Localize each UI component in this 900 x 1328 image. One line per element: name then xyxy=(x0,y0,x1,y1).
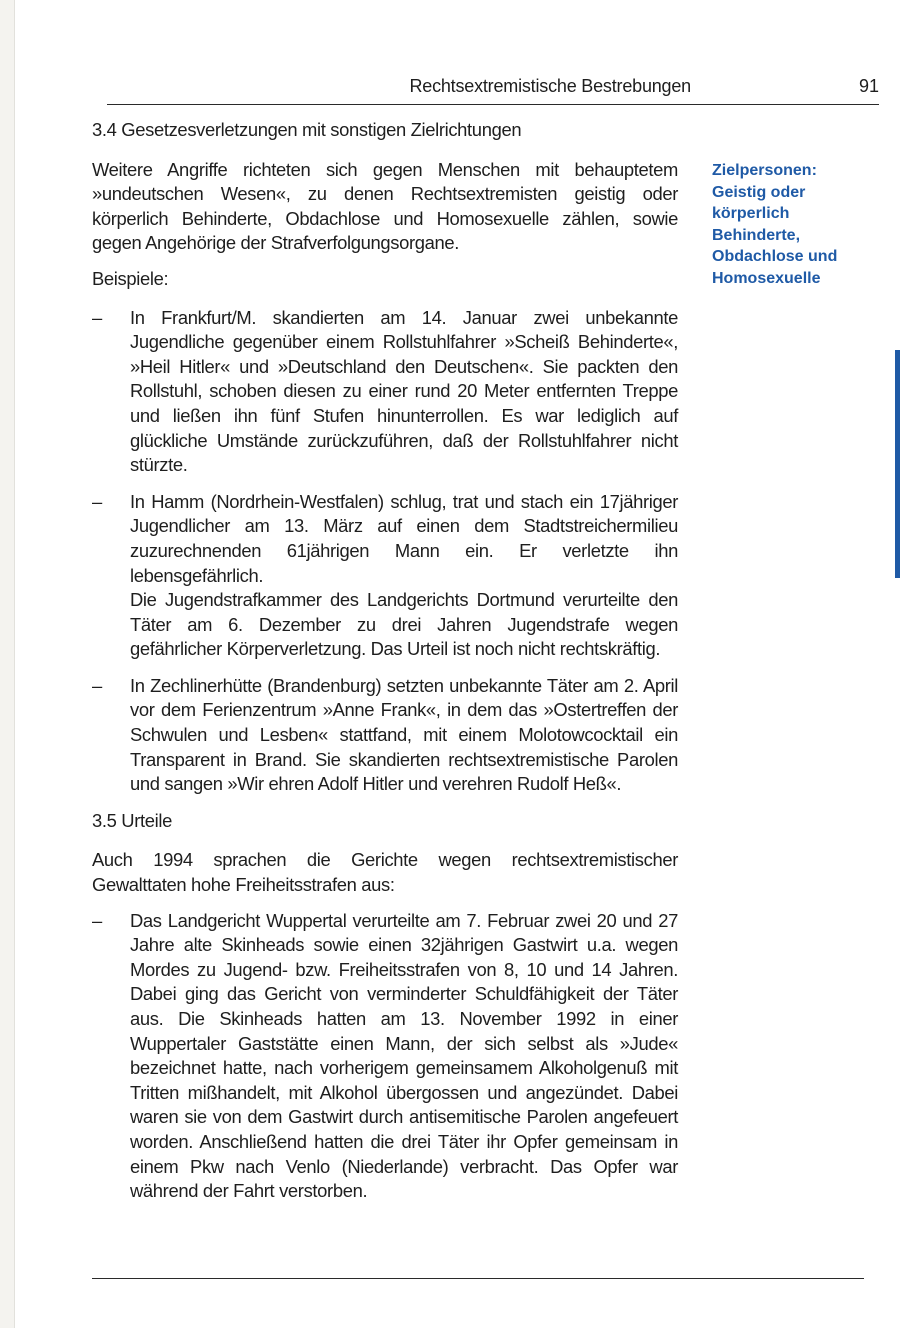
list-item-text: Das Landgericht Wuppertal verurteilte am 7. Februar zwei 20 und 27 Jahre alte Skinheads sowie einen 32jährigen Gastwirt u.a. wegen Mordes zu Jugend- bzw. Freiheitsstrafen von 8, 10 und 14 Jahren. Dabei ging das Gericht von verminderter Schuldfähigkeit der Täter aus. Die Skinheads hatten am 13. November 1992 in einer Wuppertaler Gaststätte einen Mann, der sich selbst als »Jude« bezeichnet hatte, nach vorherigem gemeinsamem Alkoholgenuß mit Tritten mißhandelt, mit Alkohol übergossen und angezündet. Dabei waren sie von dem Gastwirt durch antisemitische Parolen angefeuert worden. Anschließend hatten die drei Täter ihr Opfer gemeinsam in einem Pkw nach Venlo (Niederlande) verbracht. Das Opfer war während der Fahrt verstorben. xyxy=(130,909,678,1202)
list-item-text: In Zechlinerhütte (Brandenburg) setzten unbekannte Täter am 2. April vor dem Ferienzentrum »Anne Frank«, in dem das »Ostertreffen der Schwulen und Lesben« stattfand, mit einem Molotowcocktail ein Transparent in Brand. Sie skandierten rechtsextremistische Parolen und sangen »Wir ehren Adolf Hitler und verehren Rudolf Heß«. xyxy=(130,674,678,795)
examples-label: Beispiele: xyxy=(92,267,169,289)
list-item-continuation: Die Jugendstrafkammer des Landgerichts Dortmund verurteilte den Täter am 6. Dezember zu drei Jahren Jugendstrafe wegen gefährlicher Körperverletzung. Das Urteil ist noch nicht rechtskräftig. xyxy=(130,589,678,660)
margin-note: Zielpersonen: Geistig oder körperlich Behinderte, Obdachlose und Homosexuelle xyxy=(712,162,838,287)
margin-color-bar xyxy=(895,350,900,578)
list-item xyxy=(92,306,678,478)
list-item xyxy=(92,490,678,662)
footer-rule xyxy=(92,1278,864,1279)
list-dash: – xyxy=(92,306,102,328)
list-item xyxy=(92,674,678,797)
running-header xyxy=(107,74,879,105)
section-3-4-intro: Weitere Angriffe richteten sich gegen Menschen mit behauptetem »undeutschen Wesen«, zu denen Rechtsextremisten geistig oder körperlich Behinderte, Obdachlose und Homosexuelle zählen, sowie gegen Angehörige der Strafverfolgungsorgane. xyxy=(92,158,678,254)
running-header-title: Rechtsextremistische Bestrebungen xyxy=(409,76,691,96)
list-dash: – xyxy=(92,909,102,931)
list-dash: – xyxy=(92,490,102,512)
main-text-column xyxy=(92,118,678,1216)
list-item-text: In Hamm (Nordrhein-Westfalen) schlug, trat und stach ein 17jähriger Jugendlicher am 13. März auf einen dem Stadtstreichermilieu zuzurechnenden 61jährigen Mann ein. Er verletzte ihn lebensgefährlich. xyxy=(130,490,678,586)
section-3-5-heading: 3.5 Urteile xyxy=(92,809,172,831)
section-3-4-heading: 3.4 Gesetzesverletzungen mit sonstigen Zielrichtungen xyxy=(92,119,522,140)
page-number: 91 xyxy=(858,76,879,96)
section-3-5-intro: Auch 1994 sprachen die Gerichte wegen rechtsextremistischer Gewalttaten hohe Freiheitsstrafen aus: xyxy=(92,849,678,896)
list-item-text: In Frankfurt/M. skandierten am 14. Januar zwei unbekannte Jugendliche gegenüber einem Rollstuhlfahrer »Scheiß Behinderte«, »Heil Hitler« und »Deutschland den Deutschen«. Sie packten den Rollstuhl, schoben diesen zu einer rund 20 Meter entfernten Treppe und ließen ihn fünf Stufen hinunterrollen. Es war lediglich auf glückliche Umstände zurückzuführen, daß der Rollstuhlfahrer nicht stürzte. xyxy=(130,306,678,476)
list-item xyxy=(92,909,678,1204)
list-dash: – xyxy=(92,674,102,696)
